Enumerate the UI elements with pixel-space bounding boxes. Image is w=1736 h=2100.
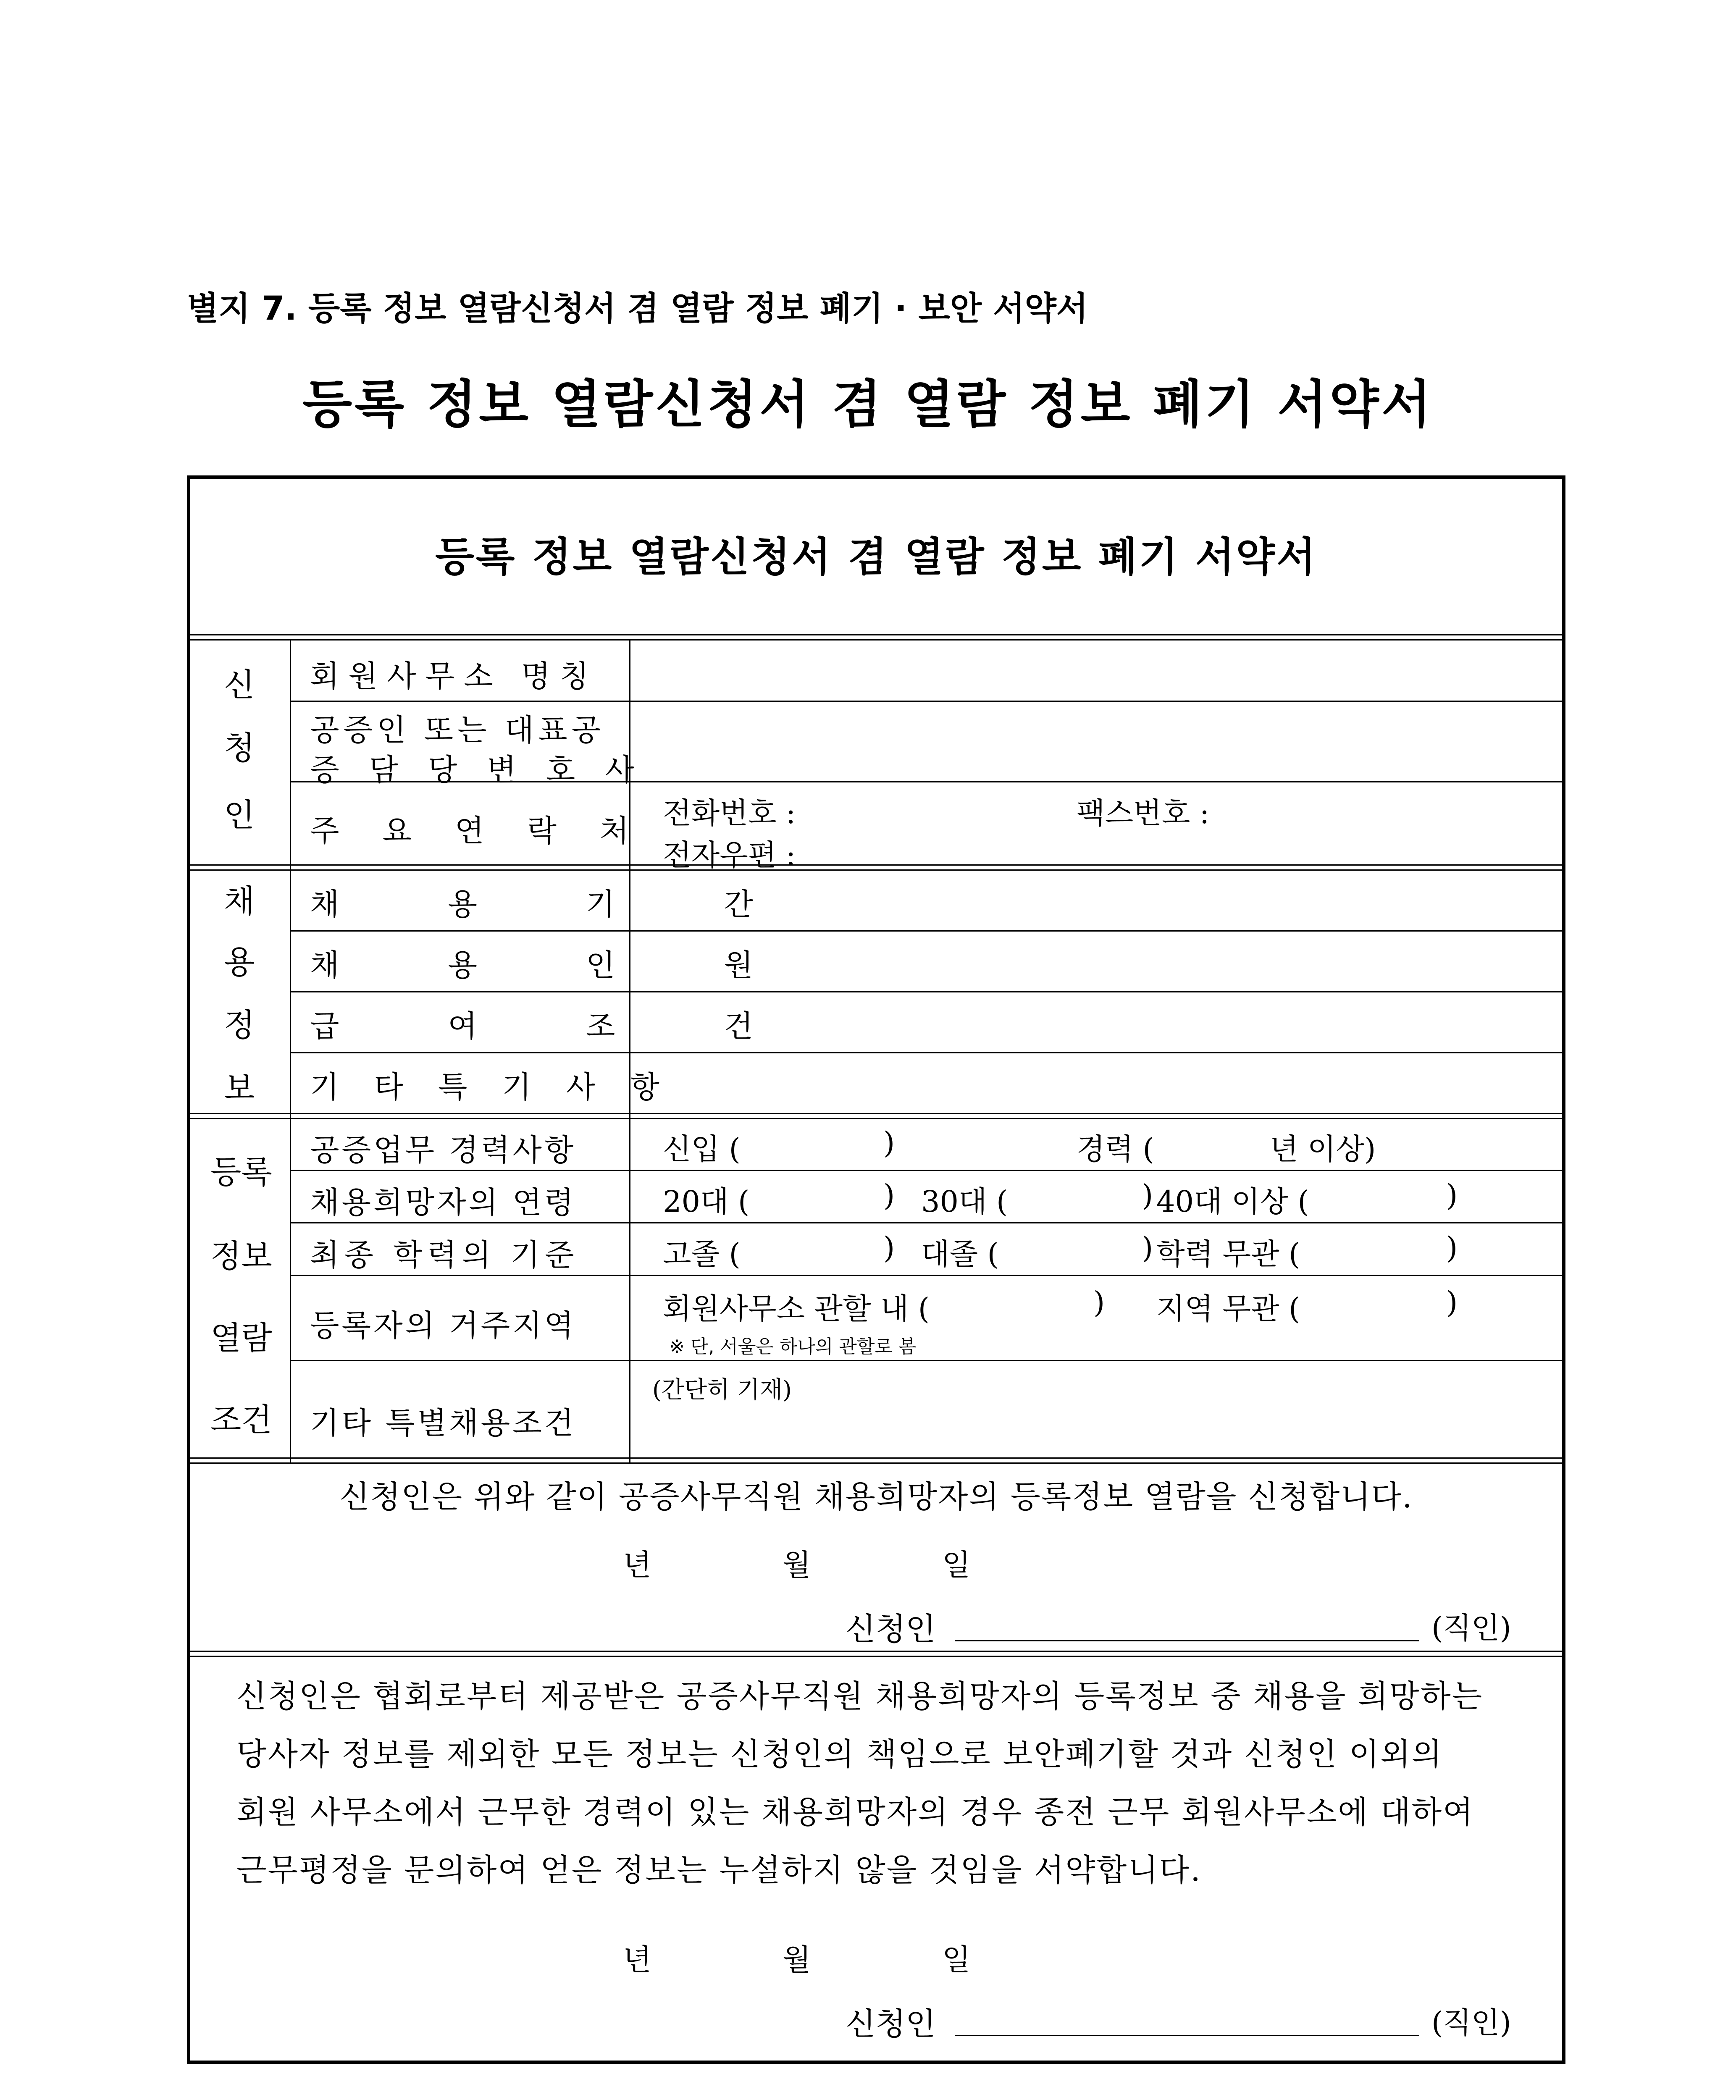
field-label-hiring-period: 채 용 기 간 [310, 887, 803, 922]
divider [190, 1113, 1562, 1114]
form-box-title: 등록 정보 열람신청서 겸 열람 정보 폐기 서약서 [435, 533, 1317, 580]
field-label-other: 기 타 특 기 사 항 [310, 1069, 672, 1105]
field-label-age: 채용희망자의 연령 [310, 1185, 576, 1220]
phone-label: 전화번호 : [663, 796, 796, 830]
divider [190, 639, 1562, 640]
field-label-contact: 주 요 연 락 처 [310, 813, 646, 848]
field-label-agent: 증 담 당 변 호 사 [310, 752, 644, 788]
region-within: 회원사무소 관할 내 ( [663, 1292, 930, 1326]
applicant-label: 신청인 [846, 1611, 936, 1647]
career-new: 신입 ( [663, 1132, 741, 1166]
divider [290, 1222, 1562, 1223]
section-label-applicant: 인 [224, 796, 255, 834]
region-within-close: ) [1093, 1285, 1105, 1320]
edu-univ: 대졸 ( [921, 1237, 999, 1271]
region-any: 지역 무관 ( [1156, 1292, 1300, 1326]
application-statement: 신청인은 위와 같이 공증사무직원 채용희망자의 등록정보 열람을 신청합니다. [339, 1479, 1413, 1515]
divider [190, 1656, 1562, 1657]
annex-heading: 별지 7. 등록 정보 열람신청서 겸 열람 정보 폐기 · 보안 서약서 [187, 290, 1088, 328]
section-label-applicant: 청 [224, 729, 255, 766]
divider [290, 991, 1562, 992]
section-label-hiring: 용 [224, 943, 255, 981]
field-label-salary: 급 여 조 건 [310, 1008, 803, 1044]
pledge-line: 근무평정을 문의하여 얻은 정보는 누설하지 않을 것임을 서약합니다. [236, 1852, 1202, 1888]
divider [190, 864, 1562, 866]
signature-line [955, 2035, 1419, 2036]
date-day: 일 [942, 1548, 971, 1582]
career-new-close: ) [883, 1126, 895, 1160]
section-label-conditions: 등록 [210, 1153, 272, 1191]
section-label-hiring: 보 [224, 1069, 255, 1107]
section-label-hiring: 정 [224, 1006, 255, 1044]
edu-univ-close: ) [1142, 1231, 1153, 1265]
age-40: 40대 이상 ( [1156, 1184, 1309, 1219]
divider [190, 869, 1562, 871]
section-label-conditions: 열람 [210, 1319, 272, 1357]
date-month: 월 [783, 1942, 811, 1977]
age-20: 20대 ( [663, 1184, 750, 1219]
divider [190, 1118, 1562, 1119]
divider [290, 1275, 1562, 1276]
divider [290, 639, 291, 1462]
seal-label: (직인) [1431, 2006, 1511, 2040]
section-label-hiring: 채 [224, 882, 255, 920]
recipient-line [187, 2096, 491, 2100]
field-label-agent: 공증인 또는 대표공 [310, 712, 605, 748]
field-label-headcount: 채 용 인 원 [310, 948, 803, 983]
career-exp: 경력 ( [1077, 1132, 1154, 1166]
applicant-label: 신청인 [846, 2006, 936, 2042]
email-label: 전자우편 : [663, 838, 796, 872]
edu-high-close: ) [883, 1231, 895, 1265]
divider [290, 930, 1562, 932]
divider [190, 1651, 1562, 1652]
edu-any: 학력 무관 ( [1156, 1237, 1300, 1271]
field-label-region: 등록자의 거주지역 [310, 1308, 576, 1343]
pledge-line: 회원 사무소에서 근무한 경력이 있는 채용희망자의 경우 종전 근무 회원사무소에 대하여 [236, 1794, 1474, 1830]
field-label-office-name: 회원사무소 명칭 [310, 659, 598, 694]
divider [190, 1457, 1562, 1459]
edu-any-close: ) [1446, 1231, 1458, 1265]
edu-high: 고졸 ( [663, 1237, 741, 1271]
special-note: (간단히 기재) [652, 1376, 792, 1404]
pledge-line: 신청인은 협회로부터 제공받은 공증사무직원 채용희망자의 등록정보 중 채용을 희망하는 [236, 1678, 1484, 1714]
divider [190, 1462, 1562, 1464]
field-label-education: 최종 학력의 기준 [310, 1237, 579, 1273]
seal-label: (직인) [1431, 1611, 1511, 1645]
region-note: ※ 단, 서울은 하나의 관할로 봄 [669, 1336, 917, 1357]
section-label-conditions: 조건 [210, 1401, 272, 1438]
region-any-close: ) [1446, 1285, 1458, 1320]
pledge-line: 당사자 정보를 제외한 모든 정보는 신청인의 책임으로 보안폐기할 것과 신청인 이외의 [236, 1736, 1443, 1772]
age-20-close: ) [883, 1178, 895, 1213]
date-year: 년 [623, 1548, 651, 1582]
divider [290, 1360, 1562, 1361]
section-label-conditions: 정보 [210, 1237, 272, 1275]
divider [290, 701, 1562, 702]
document-title: 등록 정보 열람신청서 겸 열람 정보 폐기 서약서 [302, 375, 1434, 434]
date-year: 년 [623, 1942, 651, 1977]
age-40-close: ) [1446, 1178, 1458, 1213]
divider [290, 1170, 1562, 1171]
divider [190, 634, 1562, 635]
age-30: 30대 ( [921, 1184, 1008, 1219]
fax-label: 팩스번호 : [1077, 796, 1210, 830]
application-form [187, 475, 1565, 2064]
career-exp-close: 년 이상) [1270, 1132, 1376, 1166]
field-label-special: 기타 특별채용조건 [310, 1405, 576, 1441]
date-day: 일 [942, 1942, 971, 1977]
section-label-applicant: 신 [224, 666, 255, 704]
age-30-close: ) [1142, 1178, 1153, 1213]
date-month: 월 [783, 1548, 811, 1582]
signature-line [955, 1640, 1419, 1641]
field-label-career: 공증업무 경력사항 [310, 1132, 576, 1168]
divider [290, 1052, 1562, 1053]
